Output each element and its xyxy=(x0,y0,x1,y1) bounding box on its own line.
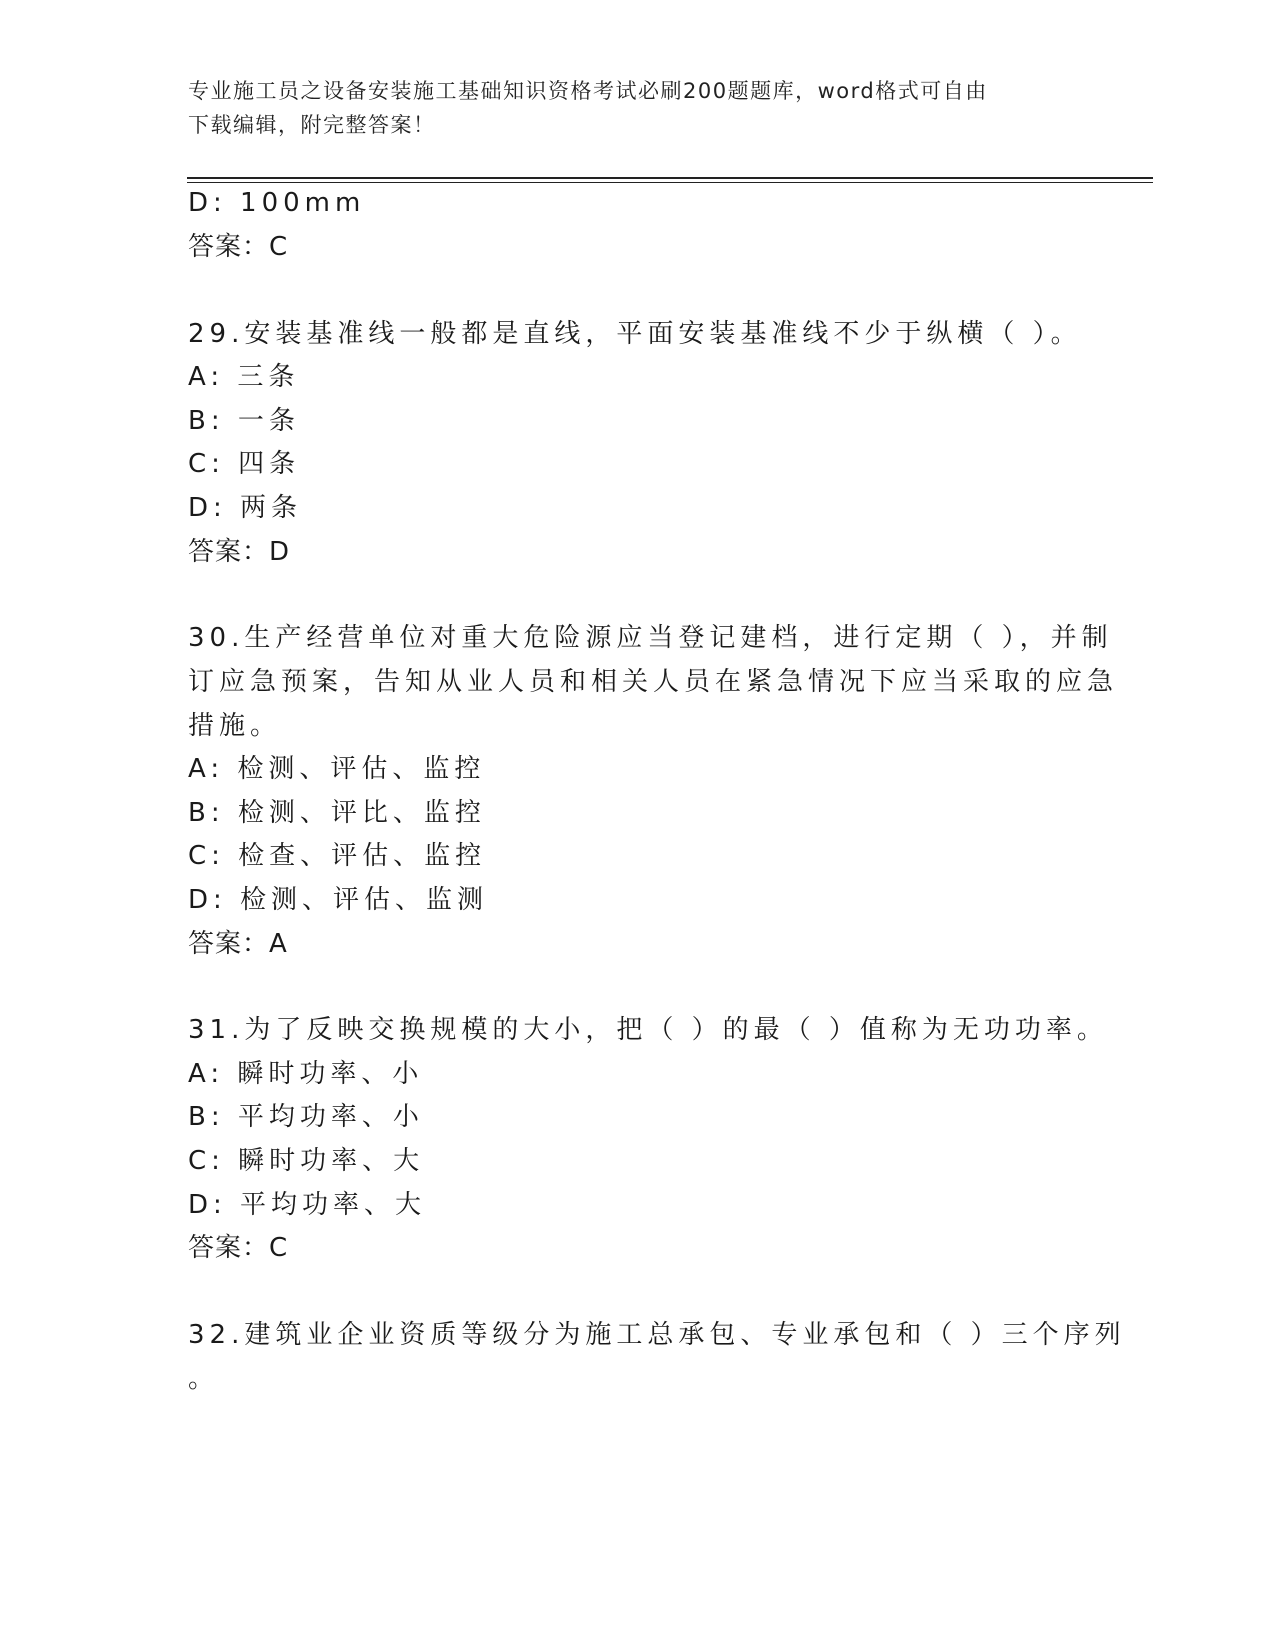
q29-stem: 29.安装基准线一般都是直线，平面安装基准线不少于纵横（ ）。 xyxy=(188,319,1082,349)
q30-option-c: C: 检查、评估、监控 xyxy=(188,841,487,871)
prev-answer: 答案：C xyxy=(188,232,289,262)
q30-answer: 答案：A xyxy=(188,929,288,959)
q30-stem-line-1: 30.生产经营单位对重大危险源应当登记建档，进行定期（ ），并制 xyxy=(188,623,1113,653)
q29-option-a: A: 三条 xyxy=(188,362,300,392)
q30-option-d: D: 检测、评估、监测 xyxy=(188,885,489,915)
q29-answer: 答案：D xyxy=(188,537,291,567)
q30-stem-line-2: 订应急预案，告知从业人员和相关人员在紧急情况下应当采取的应急 xyxy=(188,667,1119,697)
header-title-line-2: 下载编辑，附完整答案！ xyxy=(188,113,436,137)
q31-option-c: C: 瞬时功率、大 xyxy=(188,1146,425,1176)
q30-option-a: A: 检测、评估、监控 xyxy=(188,754,486,784)
q31-answer: 答案：C xyxy=(188,1233,289,1263)
header-title-line-1: 专业施工员之设备安装施工基础知识资格考试必刷200题题库，word格式可自由 xyxy=(188,79,988,103)
q31-stem: 31.为了反映交换规模的大小，把（ ）的最（ ）值称为无功功率。 xyxy=(188,1015,1108,1045)
q32-stem-line-1: 32.建筑业企业资质等级分为施工总承包、专业承包和（ ）三个序列 xyxy=(188,1320,1126,1350)
header-divider xyxy=(187,177,1153,183)
q29-option-c: C: 四条 xyxy=(188,449,301,479)
q30-stem-line-3: 措施。 xyxy=(188,711,282,741)
q30-option-b: B: 检测、评比、监控 xyxy=(188,798,486,828)
document-header xyxy=(188,74,1068,142)
q29-option-d: D: 两条 xyxy=(188,493,303,523)
q31-option-b: B: 平均功率、小 xyxy=(188,1102,424,1132)
q29-option-b: B: 一条 xyxy=(188,406,300,436)
q31-option-d: D: 平均功率、大 xyxy=(188,1190,427,1220)
prev-option-d: D: 100mm xyxy=(188,188,366,218)
q32-stem-line-2: 。 xyxy=(188,1364,220,1394)
q31-option-a: A: 瞬时功率、小 xyxy=(188,1059,424,1089)
